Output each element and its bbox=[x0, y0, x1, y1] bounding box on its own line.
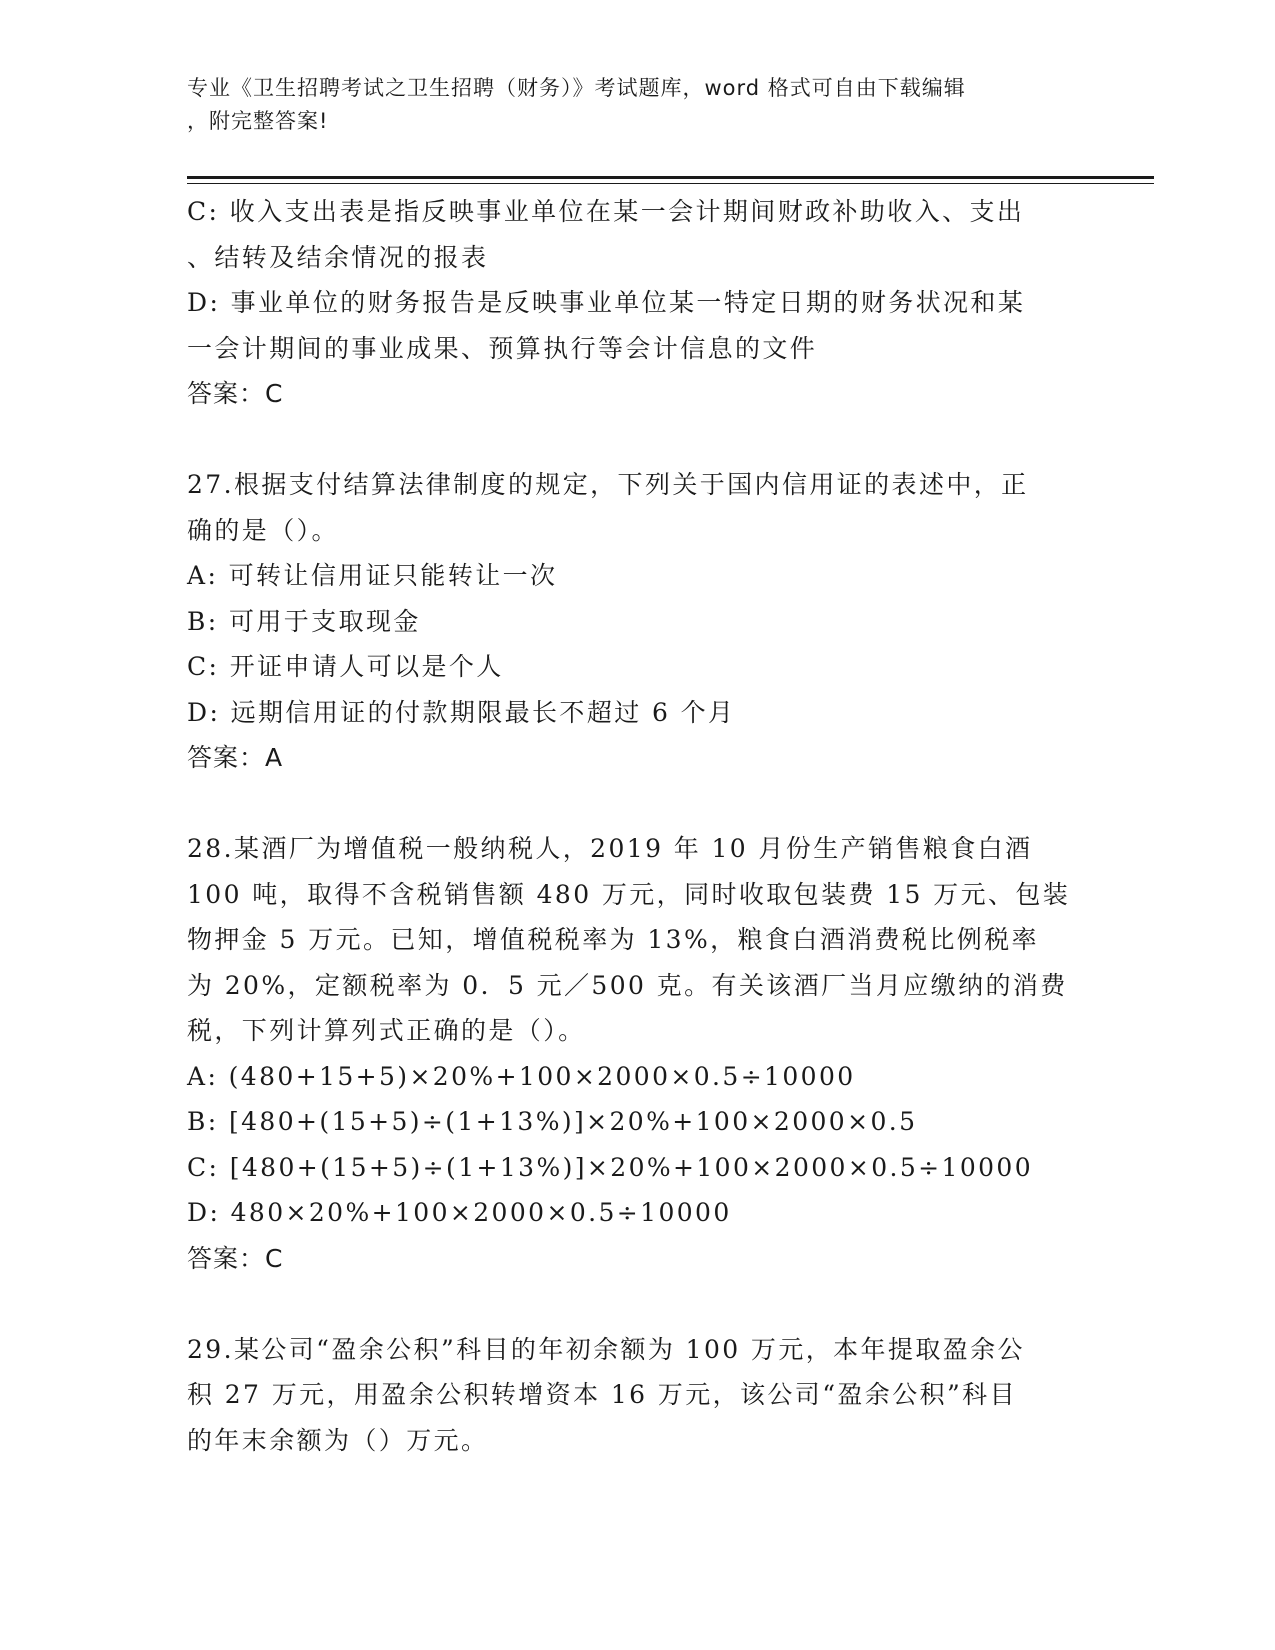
q27-stem-line-1: 27.根据支付结算法律制度的规定，下列关于国内信用证的表述中，正 bbox=[187, 470, 1029, 499]
header-line-1: 专业《卫生招聘考试之卫生招聘（财务）》考试题库，word 格式可自由下载编辑 bbox=[187, 76, 966, 100]
spacer bbox=[187, 417, 1087, 463]
header-line-2: ，附完整答案! bbox=[187, 109, 329, 133]
q26-option-d-line-2: 一会计期间的事业成果、预算执行等会计信息的文件 bbox=[187, 333, 818, 363]
q28-option-c: C: [480+(15+5)÷(1+13%)]×20%+100×2000×0.5÷10000 bbox=[187, 1152, 1034, 1182]
q28-option-a: A: (480+15+5)×20%+100×2000×0.5÷10000 bbox=[187, 1061, 856, 1091]
q27-option-b: B: 可用于支取现金 bbox=[187, 606, 421, 636]
q27-option-c: C: 开证申请人可以是个人 bbox=[187, 652, 504, 681]
header-divider-thin bbox=[187, 183, 1154, 184]
q26-option-c-line-1: C: 收入支出表是指反映事业单位在某一会计期间财政补助收入、支出 bbox=[187, 197, 1025, 226]
q26-answer: 答案：C bbox=[187, 379, 284, 408]
question-27 bbox=[187, 462, 1087, 781]
q27-option-a: A: 可转让信用证只能转让一次 bbox=[187, 561, 558, 590]
spacer bbox=[187, 781, 1087, 827]
question-content bbox=[187, 189, 1087, 1463]
question-29 bbox=[187, 1327, 1087, 1464]
spacer bbox=[187, 1281, 1087, 1327]
q29-stem-line-3: 的年末余额为（）万元。 bbox=[187, 1425, 489, 1455]
question-26 bbox=[187, 189, 1087, 417]
q28-stem-line-3: 物押金 5 万元。已知，增值税税率为 13%，粮食白酒消费税比例税率 bbox=[187, 925, 1039, 954]
q29-stem-line-2: 积 27 万元，用盈余公积转增资本 16 万元，该公司“盈余公积”科目 bbox=[187, 1380, 1017, 1409]
q28-option-b: B: [480+(15+5)÷(1+13%)]×20%+100×2000×0.5 bbox=[187, 1107, 918, 1136]
document-header bbox=[187, 72, 1087, 138]
q27-stem-line-2: 确的是（）。 bbox=[187, 515, 339, 545]
q28-stem-line-1: 28.某酒厂为增值税一般纳税人，2019 年 10 月份生产销售粮食白酒 bbox=[187, 834, 1033, 863]
q28-stem-line-4: 为 20%，定额税率为 0．5 元／500 克。有关该酒厂当月应缴纳的消费 bbox=[187, 970, 1068, 1000]
q29-stem-line-1: 29.某公司“盈余公积”科目的年初余额为 100 万元，本年提取盈余公 bbox=[187, 1334, 1025, 1364]
q26-option-c-line-2: 、结转及结余情况的报表 bbox=[187, 242, 489, 272]
q27-answer: 答案：A bbox=[187, 743, 284, 772]
q27-option-d: D: 远期信用证的付款期限最长不超过 6 个月 bbox=[187, 697, 736, 727]
q28-answer: 答案：C bbox=[187, 1243, 284, 1273]
q26-option-d-line-1: D: 事业单位的财务报告是反映事业单位某一特定日期的财务状况和某 bbox=[187, 288, 1026, 317]
header-divider-thick bbox=[187, 176, 1154, 179]
q28-option-d: D: 480×20%+100×2000×0.5÷10000 bbox=[187, 1198, 732, 1227]
q28-stem-line-5: 税，下列计算列式正确的是（）。 bbox=[187, 1016, 586, 1045]
question-28 bbox=[187, 826, 1087, 1281]
q28-stem-line-2: 100 吨，取得不含税销售额 480 万元，同时收取包装费 15 万元、包装 bbox=[187, 879, 1071, 909]
